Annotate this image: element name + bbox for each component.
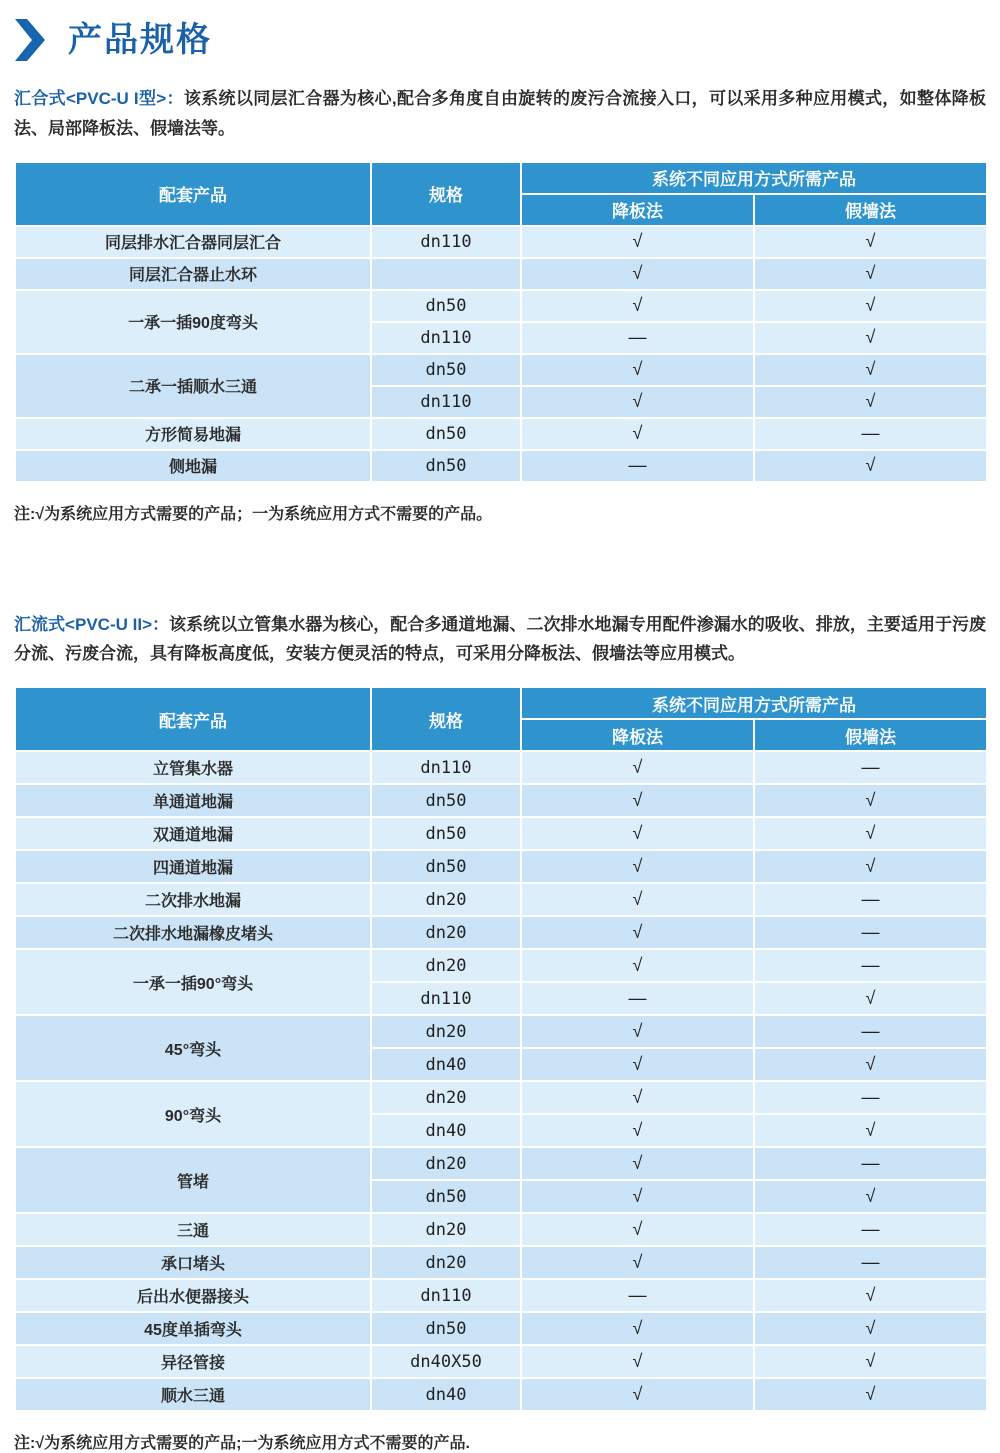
drop-method-mark-cell: √ — [521, 290, 754, 322]
col-header-group: 系统不同应用方式所需产品 — [521, 687, 987, 719]
spec-cell: dn110 — [371, 322, 521, 354]
product-name-cell: 立管集水器 — [15, 751, 371, 784]
wall-method-mark-cell: — — [754, 1015, 987, 1048]
table-note: 注:√为系统应用方式需要的产品；一为系统应用方式不需要的产品。 — [14, 501, 986, 524]
drop-method-mark-cell: — — [521, 982, 754, 1015]
table-row — [15, 1312, 987, 1345]
drop-method-mark-cell: √ — [521, 258, 754, 290]
chevron-right-icon — [14, 19, 46, 61]
spec-cell: dn110 — [371, 1279, 521, 1312]
table-body — [15, 751, 987, 1411]
intro-paragraph — [14, 610, 986, 670]
spec-cell: dn20 — [371, 883, 521, 916]
spec-cell: dn110 — [371, 386, 521, 418]
wall-method-mark-cell: — — [754, 751, 987, 784]
drop-method-mark-cell: — — [521, 450, 754, 482]
wall-method-mark-cell: — — [754, 883, 987, 916]
drop-method-mark-cell: √ — [521, 1312, 754, 1345]
drop-method-mark-cell: — — [521, 1279, 754, 1312]
spec-cell: dn20 — [371, 1081, 521, 1114]
product-name-cell: 二承一插顺水三通 — [15, 354, 371, 418]
table-row — [15, 916, 987, 949]
spec-cell: dn110 — [371, 751, 521, 784]
product-name-cell: 承口堵头 — [15, 1246, 371, 1279]
drop-method-mark-cell: √ — [521, 1180, 754, 1213]
wall-method-mark-cell: √ — [754, 850, 987, 883]
page-title: 产品规格 — [68, 23, 212, 57]
col-header-spec: 规格 — [371, 687, 521, 751]
drop-method-mark-cell: √ — [521, 1378, 754, 1411]
product-name-cell: 管堵 — [15, 1147, 371, 1213]
drop-method-mark-cell: √ — [521, 1147, 754, 1180]
spec-cell: dn20 — [371, 949, 521, 982]
table-row — [15, 354, 987, 386]
table-row — [15, 751, 987, 784]
drop-method-mark-cell: — — [521, 322, 754, 354]
drop-method-mark-cell: √ — [521, 850, 754, 883]
wall-method-mark-cell: √ — [754, 1048, 987, 1081]
drop-method-mark-cell: √ — [521, 1048, 754, 1081]
wall-method-mark-cell: √ — [754, 226, 987, 258]
col-header-method1: 降板法 — [521, 719, 754, 751]
wall-method-mark-cell: √ — [754, 1345, 987, 1378]
spec-cell: dn50 — [371, 784, 521, 817]
wall-method-mark-cell: — — [754, 1246, 987, 1279]
product-name-cell: 45°弯头 — [15, 1015, 371, 1081]
spec-cell: dn50 — [371, 1312, 521, 1345]
table-row — [15, 258, 987, 290]
drop-method-mark-cell: √ — [521, 817, 754, 850]
wall-method-mark-cell: √ — [754, 1279, 987, 1312]
spec-cell: dn50 — [371, 850, 521, 883]
table-header — [15, 162, 987, 226]
drop-method-mark-cell: √ — [521, 226, 754, 258]
paragraph-lead: 汇流式<PVC-U II>： — [14, 615, 169, 634]
spec-cell: dn50 — [371, 1180, 521, 1213]
spec-table-2 — [14, 686, 988, 1412]
drop-method-mark-cell: √ — [521, 949, 754, 982]
spec-cell: dn50 — [371, 450, 521, 482]
wall-method-mark-cell: √ — [754, 450, 987, 482]
spec-cell: dn110 — [371, 982, 521, 1015]
drop-method-mark-cell: √ — [521, 1213, 754, 1246]
table-row — [15, 784, 987, 817]
wall-method-mark-cell: √ — [754, 784, 987, 817]
wall-method-mark-cell: — — [754, 916, 987, 949]
table-row — [15, 883, 987, 916]
spec-table-1 — [14, 161, 988, 483]
intro-paragraph — [14, 84, 986, 144]
table-row — [15, 1279, 987, 1312]
spec-cell: dn50 — [371, 354, 521, 386]
product-name-cell: 二次排水地漏 — [15, 883, 371, 916]
product-name-cell: 一承一插90度弯头 — [15, 290, 371, 354]
col-header-method1: 降板法 — [521, 194, 754, 226]
drop-method-mark-cell: √ — [521, 1114, 754, 1147]
paragraph-lead: 汇合式<PVC-U I型>： — [14, 89, 184, 108]
drop-method-mark-cell: √ — [521, 1081, 754, 1114]
table-row — [15, 1345, 987, 1378]
drop-method-mark-cell: √ — [521, 418, 754, 450]
table-row — [15, 290, 987, 322]
wall-method-mark-cell: √ — [754, 386, 987, 418]
table-body — [15, 226, 987, 482]
spec-cell: dn50 — [371, 418, 521, 450]
wall-method-mark-cell: √ — [754, 1180, 987, 1213]
table-row — [15, 226, 987, 258]
drop-method-mark-cell: √ — [521, 883, 754, 916]
table-row — [15, 450, 987, 482]
col-header-group: 系统不同应用方式所需产品 — [521, 162, 987, 194]
product-name-cell: 后出水便器接头 — [15, 1279, 371, 1312]
col-header-product: 配套产品 — [15, 687, 371, 751]
wall-method-mark-cell: √ — [754, 354, 987, 386]
drop-method-mark-cell: √ — [521, 1015, 754, 1048]
spec-cell: dn40 — [371, 1378, 521, 1411]
drop-method-mark-cell: √ — [521, 784, 754, 817]
product-name-cell: 同层排水汇合器同层汇合 — [15, 226, 371, 258]
wall-method-mark-cell: — — [754, 1147, 987, 1180]
wall-method-mark-cell: — — [754, 1081, 987, 1114]
product-name-cell: 双通道地漏 — [15, 817, 371, 850]
table-row — [15, 1213, 987, 1246]
table-row — [15, 949, 987, 982]
table-row — [15, 817, 987, 850]
wall-method-mark-cell: √ — [754, 322, 987, 354]
wall-method-mark-cell: √ — [754, 1312, 987, 1345]
product-name-cell: 方形简易地漏 — [15, 418, 371, 450]
table-row — [15, 1015, 987, 1048]
spec-cell — [371, 258, 521, 290]
spec-cell: dn40 — [371, 1114, 521, 1147]
spec-cell: dn20 — [371, 1213, 521, 1246]
wall-method-mark-cell: √ — [754, 1114, 987, 1147]
drop-method-mark-cell: √ — [521, 354, 754, 386]
table-row — [15, 1147, 987, 1180]
table-row — [15, 1246, 987, 1279]
drop-method-mark-cell: √ — [521, 916, 754, 949]
wall-method-mark-cell: — — [754, 1213, 987, 1246]
wall-method-mark-cell: — — [754, 949, 987, 982]
product-name-cell: 顺水三通 — [15, 1378, 371, 1411]
spec-cell: dn20 — [371, 1015, 521, 1048]
col-header-method2: 假墙法 — [754, 719, 987, 751]
section-huihe — [14, 84, 986, 524]
product-name-cell: 单通道地漏 — [15, 784, 371, 817]
wall-method-mark-cell: √ — [754, 982, 987, 1015]
spec-cell: dn20 — [371, 1246, 521, 1279]
product-name-cell: 90°弯头 — [15, 1081, 371, 1147]
product-name-cell: 四通道地漏 — [15, 850, 371, 883]
col-header-method2: 假墙法 — [754, 194, 987, 226]
drop-method-mark-cell: √ — [521, 751, 754, 784]
spec-cell: dn20 — [371, 916, 521, 949]
product-name-cell: 二次排水地漏橡皮堵头 — [15, 916, 371, 949]
col-header-spec: 规格 — [371, 162, 521, 226]
product-name-cell: 侧地漏 — [15, 450, 371, 482]
table-row — [15, 1378, 987, 1411]
table-row — [15, 1081, 987, 1114]
paragraph-text: 该系统以立管集水器为核心，配合多通道地漏、二次排水地漏专用配件渗漏水的吸收、排放，主要适用于污废分流、污废合流，具有降板高度低，安装方便灵活的特点，可采用分降板法、假墙法等应用模式。 — [14, 615, 986, 664]
spec-cell: dn50 — [371, 290, 521, 322]
table-row — [15, 418, 987, 450]
product-name-cell: 45度单插弯头 — [15, 1312, 371, 1345]
table-note: 注:√为系统应用方式需要的产品;一为系统应用方式不需要的产品. — [14, 1430, 986, 1453]
wall-method-mark-cell: √ — [754, 290, 987, 322]
spec-cell: dn40 — [371, 1048, 521, 1081]
wall-method-mark-cell: √ — [754, 817, 987, 850]
product-name-cell: 异径管接 — [15, 1345, 371, 1378]
section-huiliu — [14, 610, 986, 1453]
page-header — [14, 14, 986, 66]
product-name-cell: 同层汇合器止水环 — [15, 258, 371, 290]
spec-cell: dn20 — [371, 1147, 521, 1180]
product-name-cell: 一承一插90°弯头 — [15, 949, 371, 1015]
drop-method-mark-cell: √ — [521, 1345, 754, 1378]
drop-method-mark-cell: √ — [521, 386, 754, 418]
wall-method-mark-cell: — — [754, 418, 987, 450]
spec-cell: dn40X50 — [371, 1345, 521, 1378]
col-header-product: 配套产品 — [15, 162, 371, 226]
wall-method-mark-cell: √ — [754, 258, 987, 290]
spec-cell: dn110 — [371, 226, 521, 258]
drop-method-mark-cell: √ — [521, 1246, 754, 1279]
wall-method-mark-cell: √ — [754, 1378, 987, 1411]
spec-cell: dn50 — [371, 817, 521, 850]
table-row — [15, 850, 987, 883]
paragraph-text: 该系统以同层汇合器为核心,配合多角度自由旋转的废污合流接入口，可以采用多种应用模式，如整体降板法、局部降板法、假墙法等。 — [14, 89, 986, 138]
product-name-cell: 三通 — [15, 1213, 371, 1246]
table-header — [15, 687, 987, 751]
